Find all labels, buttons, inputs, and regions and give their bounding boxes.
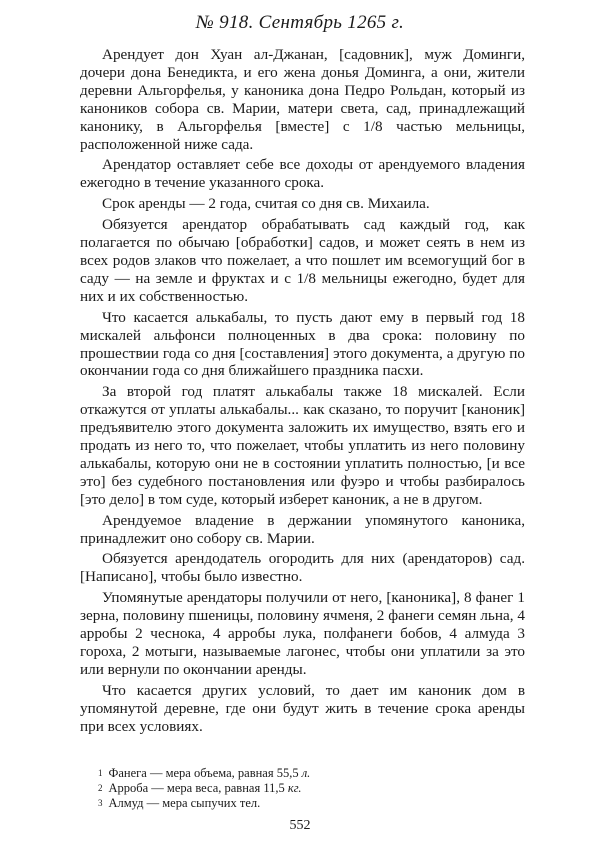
footnote-1 [88, 766, 518, 781]
paragraph-1: Арендует дон Хуан ал-Джанан, [садовник], муж Доминги, дочери дона Бенедикта, и его жена донья Доминга, а они, жители деревни Альгорфелья, у каноника дона Педро Рольдан, который из каноников собора св. Марии, матери света, сад, принадлежащий канонику, в Альгорфелья [вместе] с 1/8 частью мельницы, расположенной ниже сада. [80, 46, 525, 153]
paragraph-3: Срок аренды — 2 года, считая со дня св. Михаила. [102, 195, 430, 213]
paragraph-8: Обязуется арендодатель огородить для них (арендаторов) сад. [Написано], чтобы было известно. [80, 550, 525, 586]
page-number: 552 [289, 818, 311, 833]
footnote-unit: л. [301, 766, 311, 780]
footnote-text: Арроба — мера веса, равная 11,5 [108, 781, 285, 795]
footnote-2 [88, 781, 518, 796]
paragraph-10: Что касается других условий, то дает им каноник дом в упомянутой деревне, где они будут жить в течение срока аренды при всех условиях. [80, 681, 525, 735]
paragraph-2: Арендатор оставляет себе все доходы от арендуемого владения ежегодно в течение указанного срока. [80, 156, 525, 192]
footnote-3 [88, 796, 518, 811]
paragraph-4: Обязуется арендатор обрабатывать сад каждый год, как полагается по обычаю [обработки] садов, и может сеять в нем из всех родов злаков что пожелает, а что пошлет им всемогущий бог в саду — на земле и фруктах и с 1/8 мельницы ежегодно, будет для них и их собственностью. [80, 216, 525, 305]
paragraph-6: За второй год платят алькабалы также 18 мискалей. Если откажутся от уплаты алькабалы... как сказано, то поручит [каноник] предъявителю этого документа заложить их имущество, взять его и продать из него то, что пожелает, чтобы уплатить из него половину алькабалы, которую они не в состоянии уплатить полностью, [и все это] без судебного постановления или фуэро и чтобы разбиралось [это дело] в том суде, который изберет каноник, а не в другом. [80, 383, 525, 508]
paragraph-7: Арендуемое владение в держании упомянутого каноника, принадлежит оно собору св. Марии. [80, 511, 525, 547]
paragraph-5: Что касается алькабалы, то пусть дают ему в первый год 18 мискалей альфонси полноценных в два срока: половину по прошествии года со дня [составления] этого документа, а другую по окончании года со дня ближайшего праздника пасхи. [80, 308, 525, 380]
footnote-text: Фанега — мера объема, равная 55,5 [108, 766, 299, 780]
paragraph-9: Упомянутые арендаторы получили от него, [каноника], 8 фанег 1 зерна, половину пшеницы, половину ячменя, 2 фанеги семян льна, 4 арробы 2 чеснока, 4 арробы лука, полфанеги бобов, 4 алмуда 3 гороха, 2 мотыги, называемые лагонес, чтобы они уплатили за это или вернули по окончании аренды. [80, 589, 525, 678]
footnote-mark: 2 [98, 783, 103, 793]
page-title: № 918. Сентябрь 1265 г. [195, 12, 405, 33]
footnote-mark: 1 [98, 768, 103, 778]
document-body [80, 46, 525, 739]
footnote-unit: кг. [287, 781, 302, 795]
footnote-text: Алмуд — мера сыпучих тел. [108, 796, 261, 810]
footnote-mark: 3 [98, 798, 103, 808]
footnotes [88, 766, 518, 811]
